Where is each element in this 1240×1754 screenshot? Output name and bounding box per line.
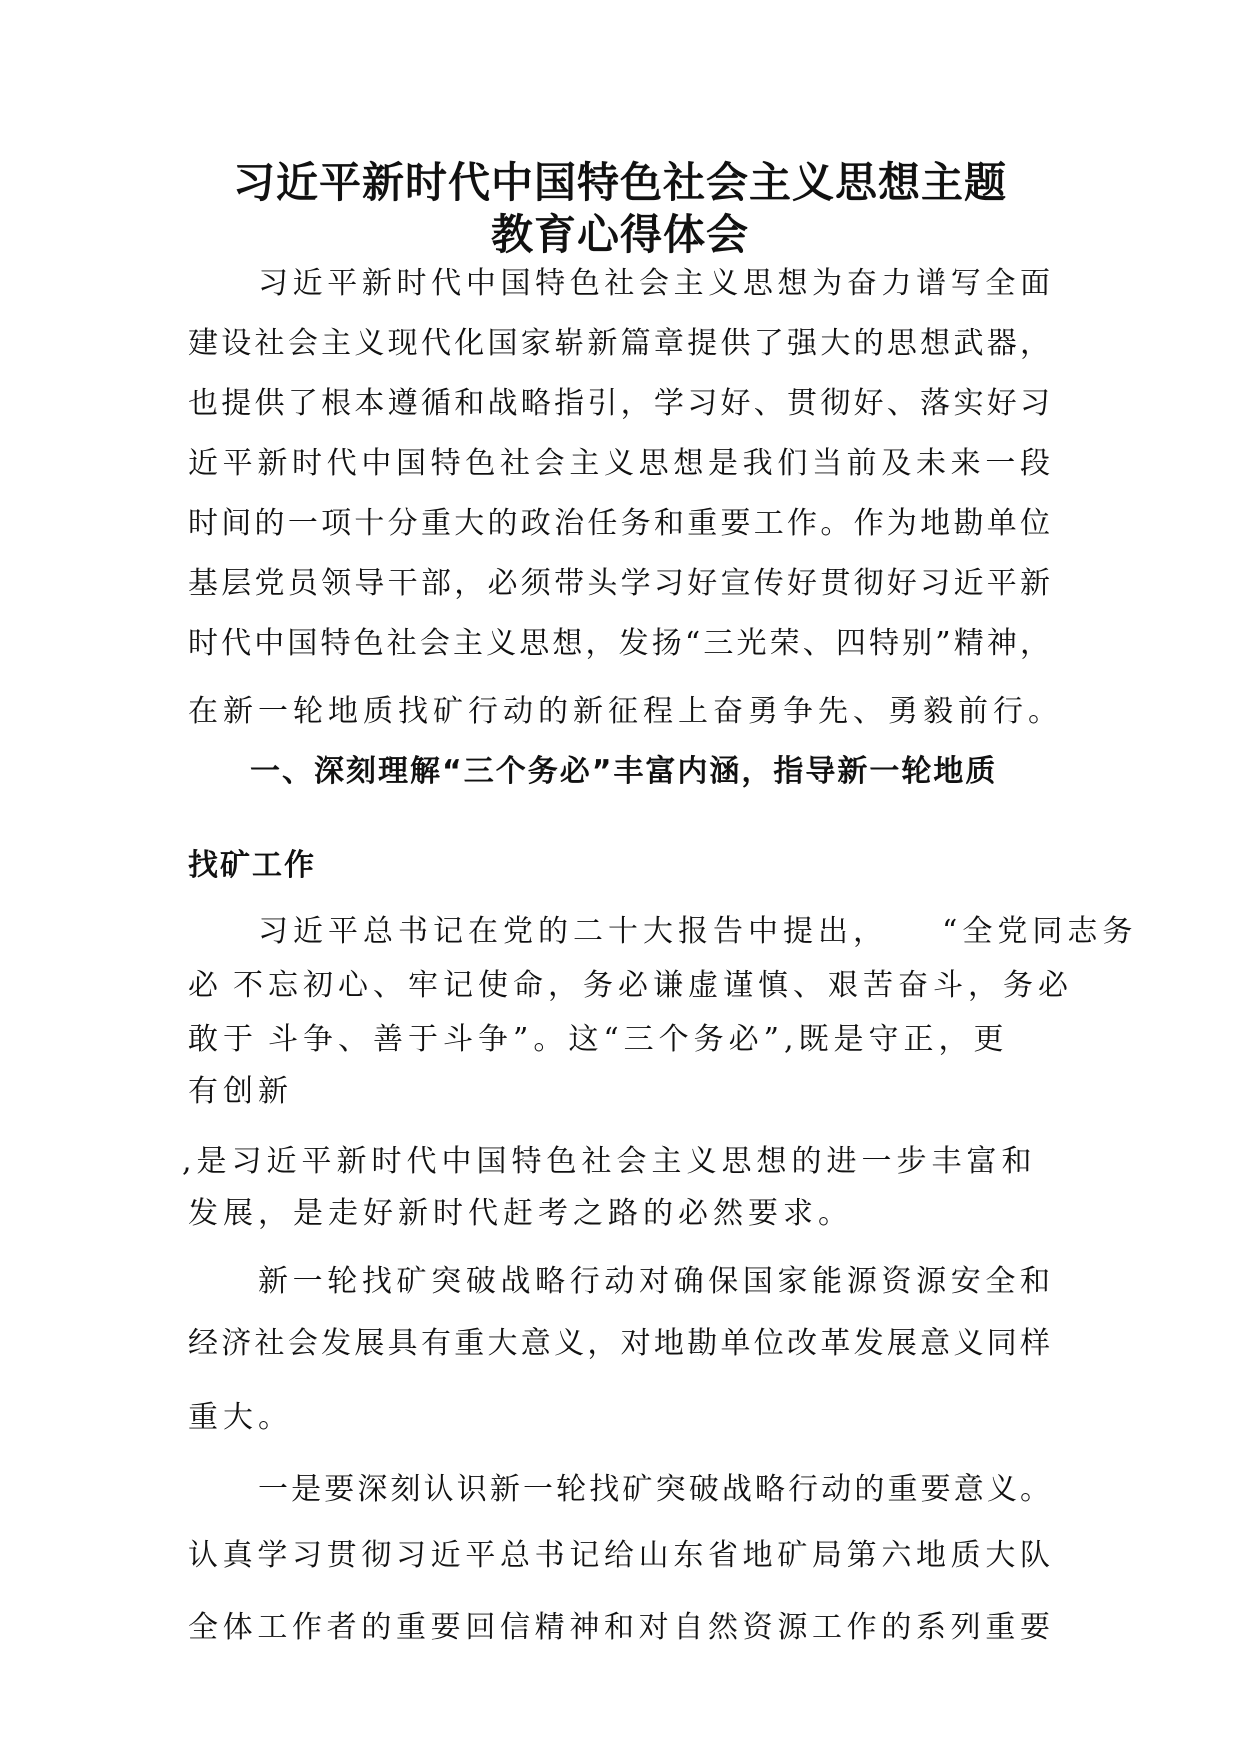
document-title-line-1: 习近平新时代中国特色社会主义思想主题 bbox=[232, 158, 1007, 207]
paragraph-2-line-2 bbox=[188, 960, 1073, 1004]
section-heading-line-2: 找矿工作 bbox=[188, 848, 316, 883]
paragraph-1-line-2: 建设社会主义现代化国家崭新篇章提供了强大的思想武器， bbox=[188, 326, 1050, 361]
paragraph-2-line-2-part-b: 不忘初心、牢记使命，务必谦虚谨慎、艰苦奋斗，务必 bbox=[233, 968, 1073, 1003]
paragraph-2-line-3-part-a: 敢于 bbox=[188, 1022, 258, 1057]
paragraph-2-line-1-part-b: “全党同志务 bbox=[942, 914, 1138, 949]
paragraph-3-line-1: 新一轮找矿突破战略行动对确保国家能源资源安全和 bbox=[258, 1264, 1050, 1299]
paragraph-1-line-6: 基层党员领导干部，必须带头学习好宣传好贯彻好习近平新 bbox=[188, 566, 1050, 601]
section-heading-line-1: 一、深刻理解“三个务必”丰富内涵，指导新一轮地质 bbox=[250, 754, 998, 789]
paragraph-1-line-5: 时间的一项十分重大的政治任务和重要工作。作为地勘单位 bbox=[188, 506, 1050, 541]
paragraph-3-line-3: 重大。 bbox=[188, 1400, 293, 1435]
document-title-line-2: 教育心得体会 bbox=[490, 210, 749, 259]
paragraph-1-line-3: 也提供了根本遵循和战略指引，学习好、贯彻好、落实好习 bbox=[188, 386, 1050, 421]
paragraph-2-line-1-part-a: 习近平总书记在党的二十大报告中提出， bbox=[258, 914, 888, 949]
paragraph-2-line-4: 有创新 bbox=[188, 1074, 293, 1109]
paragraph-1-line-7: 时代中国特色社会主义思想，发扬“三光荣、四特别”精神， bbox=[188, 626, 1050, 661]
paragraph-2-line-5: ,是习近平新时代中国特色社会主义思想的进一步丰富和 bbox=[182, 1144, 1037, 1179]
paragraph-1-line-1: 习近平新时代中国特色社会主义思想为奋力谱写全面 bbox=[258, 266, 1050, 301]
paragraph-4-line-2: 认真学习贯彻习近平总书记给山东省地矿局第六地质大队 bbox=[188, 1538, 1050, 1573]
paragraph-2-line-1 bbox=[258, 906, 1137, 950]
paragraph-4-line-1: 一是要深刻认识新一轮找矿突破战略行动的重要意义。 bbox=[258, 1472, 1050, 1507]
paragraph-4-line-3: 全体工作者的重要回信精神和对自然资源工作的系列重要 bbox=[188, 1610, 1050, 1645]
paragraph-3-line-2: 经济社会发展具有重大意义，对地勘单位改革发展意义同样 bbox=[188, 1326, 1050, 1361]
paragraph-1-line-4: 近平新时代中国特色社会主义思想是我们当前及未来一段 bbox=[188, 446, 1050, 481]
paragraph-2-line-2-part-a: 必 bbox=[188, 968, 223, 1003]
paragraph-2-line-6: 发展，是走好新时代赶考之路的必然要求。 bbox=[188, 1196, 853, 1231]
paragraph-2-line-3-part-b: 斗争、善于斗争”。这“三个务必”,既是守正，更 bbox=[268, 1022, 1009, 1057]
paragraph-1-line-8: 在新一轮地质找矿行动的新征程上奋勇争先、勇毅前行。 bbox=[188, 694, 1063, 729]
paragraph-2-line-3 bbox=[188, 1014, 1009, 1058]
